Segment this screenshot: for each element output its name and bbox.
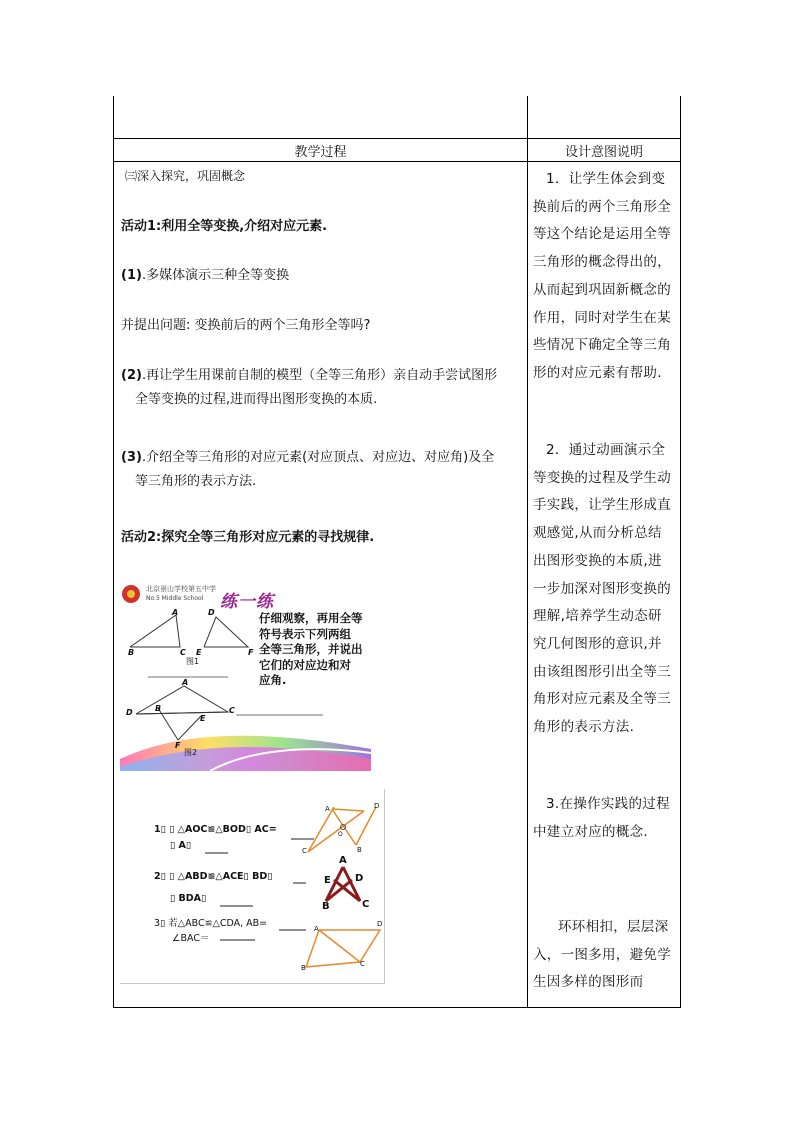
label-f: F [248, 648, 254, 657]
s2-label-c2: C [362, 899, 370, 910]
s2-label-c1: C [302, 847, 307, 855]
slide-practice-2 [120, 789, 385, 984]
s2-label-c3: C [360, 960, 365, 968]
item-2: (2).再让学生用课前自制的模型（全等三角形）亲自动手尝试图形 全等变换的过程,进而得出图形变换的本质. [121, 368, 498, 407]
label-a: A [172, 608, 179, 617]
s2-label-d3: D [377, 920, 383, 928]
label-b: B [128, 648, 135, 657]
table-bottom-border [113, 1007, 681, 1008]
item-1: (1).多媒体演示三种全等变换 [121, 268, 290, 283]
q1-line2: ▯ A▯ [170, 840, 192, 851]
s2-label-d2: D [355, 873, 364, 884]
activity1-title: 活动1:利用全等变换,介绍对应元素. [121, 219, 328, 234]
table-row-line-2 [113, 161, 681, 162]
label-f-2: F [175, 741, 181, 750]
section-title: ㈢深入探究，巩固概念 [125, 169, 246, 183]
q2-line2: ▯ BDA▯ [170, 893, 207, 904]
s2-label-e2: E [324, 875, 331, 886]
table-row-line-1 [113, 138, 681, 139]
header-teaching-process: 教学过程 [294, 145, 347, 160]
s2-label-b2: B [322, 901, 330, 912]
school-name-cn: 北京景山学校第五中学 [146, 585, 216, 593]
activity2-title: 活动2:探究全等三角形对应元素的寻找规律. [121, 530, 375, 545]
intent-paragraph-4: 环环相扣，层层深入，一图多用，避免学生因多样的图形而 [533, 919, 671, 991]
label-b-2: B [155, 704, 162, 713]
s2-label-a2: A [339, 855, 347, 866]
q2-line1: 2▯ ▯ △ABD≌△ACE▯ BD▯ [154, 871, 273, 882]
question-text: 并提出问题: 变换前后的两个三角形全等吗? [121, 318, 371, 333]
label-e-2: E [200, 714, 206, 723]
s2-label-a1: A [325, 805, 330, 813]
header-design-intent: 设计意图说明 [564, 145, 643, 160]
fig1-caption: 图1 [186, 657, 200, 666]
fig2-caption: 图2 [184, 748, 198, 757]
s2-label-b3: B [301, 964, 306, 972]
table-mid-border [527, 96, 528, 1008]
table-left-border [113, 96, 114, 1008]
label-a-2: A [182, 678, 189, 687]
label-d-2: D [126, 708, 133, 717]
label-c: C [180, 648, 186, 657]
slide-instruction: 仔细观察，再用全等 符号表示下列两组 全等三角形，并说出 它们的对应边和对 应角. [259, 611, 363, 687]
label-d: D [208, 608, 215, 617]
intent-paragraph-2: 2．通过动画演示全等变换的过程及学生动手实践，让学生形成直观感觉,从而分析总结出图形变换的本质,进一步加深对图形变换的理解,培养学生动态研究几何图形的意识,并由该组图形引出全等三角形对应元素及全等三角形的表示方法. [533, 442, 671, 736]
q3-line2: ∠BAC＝ [172, 933, 210, 944]
s2-label-b1: B [357, 846, 362, 854]
label-c-2: C [229, 706, 235, 715]
s2-label-o: O [338, 831, 343, 838]
slide-title: 练一练 [220, 592, 274, 612]
item-3: (3).介绍全等三角形的对应元素(对应顶点、对应边、对应角)及全 等三角形的表示方法. [121, 450, 495, 489]
table-right-border [680, 96, 681, 1008]
label-e: E [196, 648, 202, 657]
slide-practice-1 [120, 581, 371, 771]
intent-paragraph-1: 1．让学生体会到变换前后的两个三角形全等这个结论是运用全等三角形的概念得出的，从而起到巩固新概念的作用，同时对学生在某些情况下确定全等三角形的对应元素有帮助. [533, 171, 671, 381]
q3-line1: 3▯ 若△ABC≌△CDA, AB= [154, 918, 268, 929]
s2-label-a3: A [314, 925, 319, 933]
school-name-en: No.5 Middle School [146, 595, 204, 602]
q1-line1: 1▯ ▯ △AOC≌△BOD▯ AC= [154, 824, 277, 835]
intent-paragraph-3: 3.在操作实践的过程中建立对应的概念. [533, 796, 670, 840]
s2-label-d1: D [374, 802, 380, 810]
